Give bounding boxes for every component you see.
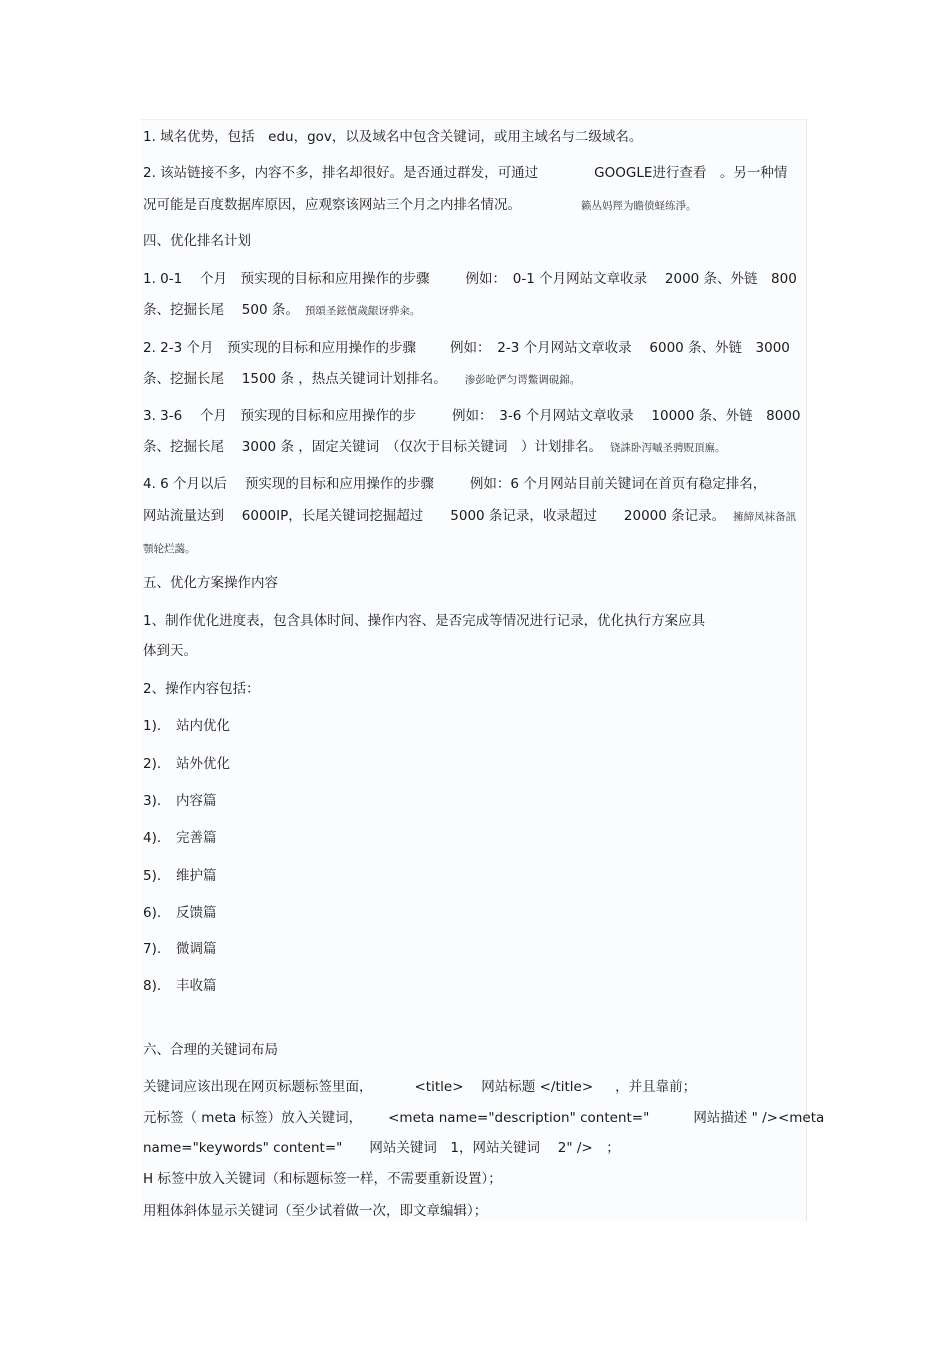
garbled-text: 預頌圣鉉儐歲龈讶骅籴。: [304, 305, 421, 317]
garbled-text: 铙誅卧泻嘁圣骋贶頂廡。: [609, 442, 726, 454]
item-number: 2).: [143, 756, 162, 772]
list-item: [143, 867, 217, 885]
list-item: [143, 792, 217, 810]
code-text: <meta name="description" content=": [388, 1110, 650, 1126]
item-number: 1).: [143, 718, 162, 734]
plan-4-line-2: [143, 507, 796, 526]
section-heading-6: 六、合理的关键词布局: [143, 1042, 278, 1058]
item-number: 7).: [143, 941, 162, 957]
item-number: 6).: [143, 905, 162, 921]
code-text: 网站描述 " /><meta: [693, 1110, 825, 1126]
text: 4. 6 个月以后 预实现的目标和应用操作的步骤: [143, 476, 434, 492]
item-text: 微调篇: [176, 941, 217, 957]
item-text: 维护篇: [176, 868, 217, 884]
plan-2-line-1: [143, 339, 790, 357]
operation-1-line-1: 1、制作优化进度表，包含具体时间、操作内容、是否完成等情况进行记录，优化执行方案应具: [143, 613, 706, 629]
item-text: 丰收篇: [176, 978, 217, 994]
paragraph-links-line-1: [143, 164, 787, 182]
keyword-bold-line: 用粗体斜体显示关键词（至少试着做一次，即文章编辑）；: [143, 1203, 488, 1219]
garbled-text: 籁丛妈羥为瞻偾蛏练淨。: [581, 200, 697, 212]
item-number: 8).: [143, 978, 162, 994]
operation-2: 2、操作内容包括：: [143, 681, 260, 697]
text: 元标签（ meta 标签）放入关键词，: [143, 1110, 363, 1126]
item-text: 完善篇: [176, 830, 217, 846]
list-item: [143, 829, 217, 847]
text: 3. 3-6 个月 预实现的目标和应用操作的步: [143, 408, 417, 424]
item-text: 反馈篇: [176, 905, 217, 921]
google-text: GOOGLE: [594, 165, 653, 181]
text: 1. 0-1 个月 预实现的目标和应用操作的步骤: [143, 271, 430, 287]
text: 2. 该站链接不多，内容不多，排名却很好。是否通过群发，可通过: [143, 165, 539, 181]
operation-1-line-2: 体到天。: [143, 643, 197, 659]
section-heading-4: 四、优化排名计划: [143, 233, 251, 249]
keyword-meta-line-1: [143, 1109, 824, 1127]
list-item: [143, 977, 217, 995]
plan-2-line-2: [143, 370, 580, 389]
plan-1-line-1: [143, 270, 797, 288]
text: 条、挖掘长尾 1500 条 ，热点关键词计划排名。: [143, 371, 447, 387]
keyword-meta-line-2: name="keywords" content=" 网站关键词 1，网站关键词 2" /> ；: [143, 1140, 620, 1156]
section-heading-5: 五、优化方案操作内容: [143, 575, 278, 591]
list-item: [143, 717, 230, 735]
plan-3-line-2: [143, 438, 725, 457]
text: 例如： 2-3 个月网站文章收录 6000 条、外链 3000: [450, 340, 790, 356]
item-text: 内容篇: [176, 793, 217, 809]
item-text: 站外优化: [176, 756, 230, 772]
text: 2. 2-3 个月 预实现的目标和应用操作的步骤: [143, 340, 417, 356]
plan-1-line-2: [143, 301, 420, 320]
garbled-text: 渗彭呛俨匀谔鱉调硯錦。: [464, 374, 581, 386]
plan-4-line-3: 顎轮烂藹。: [143, 543, 196, 555]
list-item: [143, 904, 217, 922]
code-text: <title> 网站标题 </title>: [414, 1079, 594, 1095]
text: 况可能是百度数据库原因，应观察该网站三个月之内排名情况。: [143, 197, 521, 213]
item-number: 5).: [143, 868, 162, 884]
text: 例如：6 个月网站目前关键词在首页有稳定排名，: [469, 476, 767, 492]
item-number: 4).: [143, 830, 162, 846]
text: ，并且靠前；: [615, 1079, 697, 1095]
item-text: 站内优化: [176, 718, 230, 734]
text: 例如： 0-1 个月网站文章收录 2000 条、外链 800: [465, 271, 797, 287]
text: 进行查看 。另一种情: [652, 165, 788, 181]
text: 关键词应该出现在网页标题标签里面，: [143, 1079, 373, 1095]
item-number: 3).: [143, 793, 162, 809]
paragraph-links-line-2: [143, 196, 697, 215]
text: 条、挖掘长尾 3000 条 ，固定关键词 （仅次于目标关键词 ）计划排名。: [143, 439, 602, 455]
keyword-title-line: [143, 1078, 696, 1096]
plan-3-line-1: [143, 407, 801, 425]
text: 例如： 3-6 个月网站文章收录 10000 条、外链 8000: [452, 408, 801, 424]
list-item: [143, 940, 217, 958]
paragraph-domain-advantage: 1. 域名优势，包括 edu，gov，以及域名中包含关键词，或用主域名与二级域名。: [143, 129, 643, 145]
plan-4-line-1: [143, 475, 766, 493]
text: 网站流量达到 6000IP，长尾关键词挖掘超过 5000 条记录，收录超过 20000 条记录。: [143, 508, 726, 524]
text: 条、挖掘长尾 500 条。: [143, 302, 299, 318]
list-item: [143, 755, 230, 773]
keyword-h-tag-line: H 标签中放入关键词（和标题标签一样，不需要重新设置）；: [143, 1171, 502, 1187]
garbled-text: 擁締凤袜备訊: [733, 511, 797, 523]
